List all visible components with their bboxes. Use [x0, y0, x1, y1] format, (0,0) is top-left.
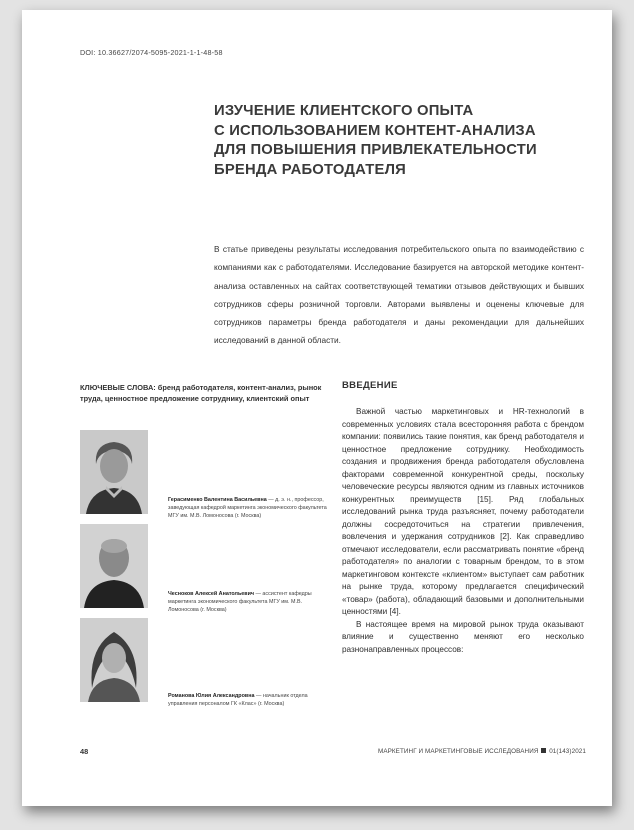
title-line: С ИСПОЛЬЗОВАНИЕМ КОНТЕНТ-АНАЛИЗА — [214, 122, 536, 139]
author-photo — [80, 524, 148, 608]
paragraph: Важной частью маркетинговых и HR-технологий в современных условиях стала всесторонняя работа с брендом компании: появились такие понятия, как бренд работодателя и ценностное предложение сотруднику. Необходимость создания и продвижения бренда работодателя обусловлена факторами современной конкурентной среды, поскольку человеческие ресурсы являются одним из главных источников конкурентных преимуществ [15]. Ряд глобальных исследований рынка труда разъясняет, почему работодатели должны сосредоточиться на стратегии привлечения, вовлечения и удержания сотрудников [2]. Как справедливо отмечают исследователи, если рассматривать понятие «бренд работодателя» по аналогии с товарным брендом, то в этом маркетинговом контексте «клиентом» выступает сам работник на рынке труда, которому предлагается специфический «товар» (работа), обладающий базовыми и дополнительными ценностями [4]. — [342, 407, 584, 616]
square-bullet-icon — [541, 748, 546, 753]
author-photo — [80, 430, 148, 514]
section-heading: ВВЕДЕНИЕ — [342, 380, 398, 391]
keywords: КЛЮЧЕВЫЕ СЛОВА: бренд работодателя, контент-анализ, рынок труда, ценностное предложение сотруднику, клиентский опыт — [80, 383, 322, 403]
body-text — [342, 406, 584, 656]
author-info — [168, 692, 328, 708]
author-card — [80, 524, 330, 614]
author-name: Чесноков Алексей Анатольевич — [168, 591, 255, 597]
running-footer — [378, 748, 586, 755]
author-description: — д. э. н., профессор, заведующая кафедрой маркетинга экономического факультета МГУ им. М.В. Ломоносова (г. Москва) — [168, 497, 327, 519]
page-number: 48 — [80, 747, 89, 756]
title-line: ДЛЯ ПОВЫШЕНИЯ ПРИВЛЕКАТЕЛЬНОСТИ — [214, 142, 537, 158]
author-name: Романова Юлия Александровна — [168, 693, 255, 699]
author-description: — начальник отдела управления персоналом ГК «Клас» (г. Москва) — [168, 693, 308, 707]
title-line: БРЕНДА РАБОТОДАТЕЛЯ — [214, 161, 406, 178]
title-line: ИЗУЧЕНИЕ КЛИЕНТСКОГО ОПЫТА — [214, 103, 474, 119]
article-title — [214, 102, 584, 180]
abstract: В статье приведены результаты исследования потребительского опыта по взаимодействию с компаниями как с работодателями. Исследование базируется на авторской методике контент-анализа оставленных на сайтах соответствующей тематики отзывов действующих и бывших сотрудников сферы розничной торговли. Авторами выявлены и оценены ключевые для сотрудников параметры бренда работодателя и даны рекомендации для дальнейших исследований в данной области. — [214, 244, 584, 346]
journal-name: МАРКЕТИНГ И МАРКЕТИНГОВЫЕ ИССЛЕДОВАНИЯ — [377, 748, 539, 755]
author-info — [168, 496, 328, 520]
author-card — [80, 430, 330, 520]
issue-number: 01(143)2021 — [549, 748, 586, 755]
journal-page — [22, 10, 612, 806]
author-card — [80, 618, 330, 708]
paragraph: В настоящее время на мировой рынок труда оказывают влияние и существенно меняют его несколько разнонаправленных процессов: — [342, 619, 584, 654]
author-info — [168, 590, 328, 614]
author-description: — ассистент кафедры маркетинга экономического факультета МГУ им. М.В. Ломоносова (г. Москва) — [168, 591, 312, 613]
author-name: Герасименко Валентина Васильевна — [168, 497, 267, 503]
author-photo — [80, 618, 148, 702]
doi: DOI: 10.36627/2074-5095-2021-1-1-48-58 — [80, 48, 223, 57]
